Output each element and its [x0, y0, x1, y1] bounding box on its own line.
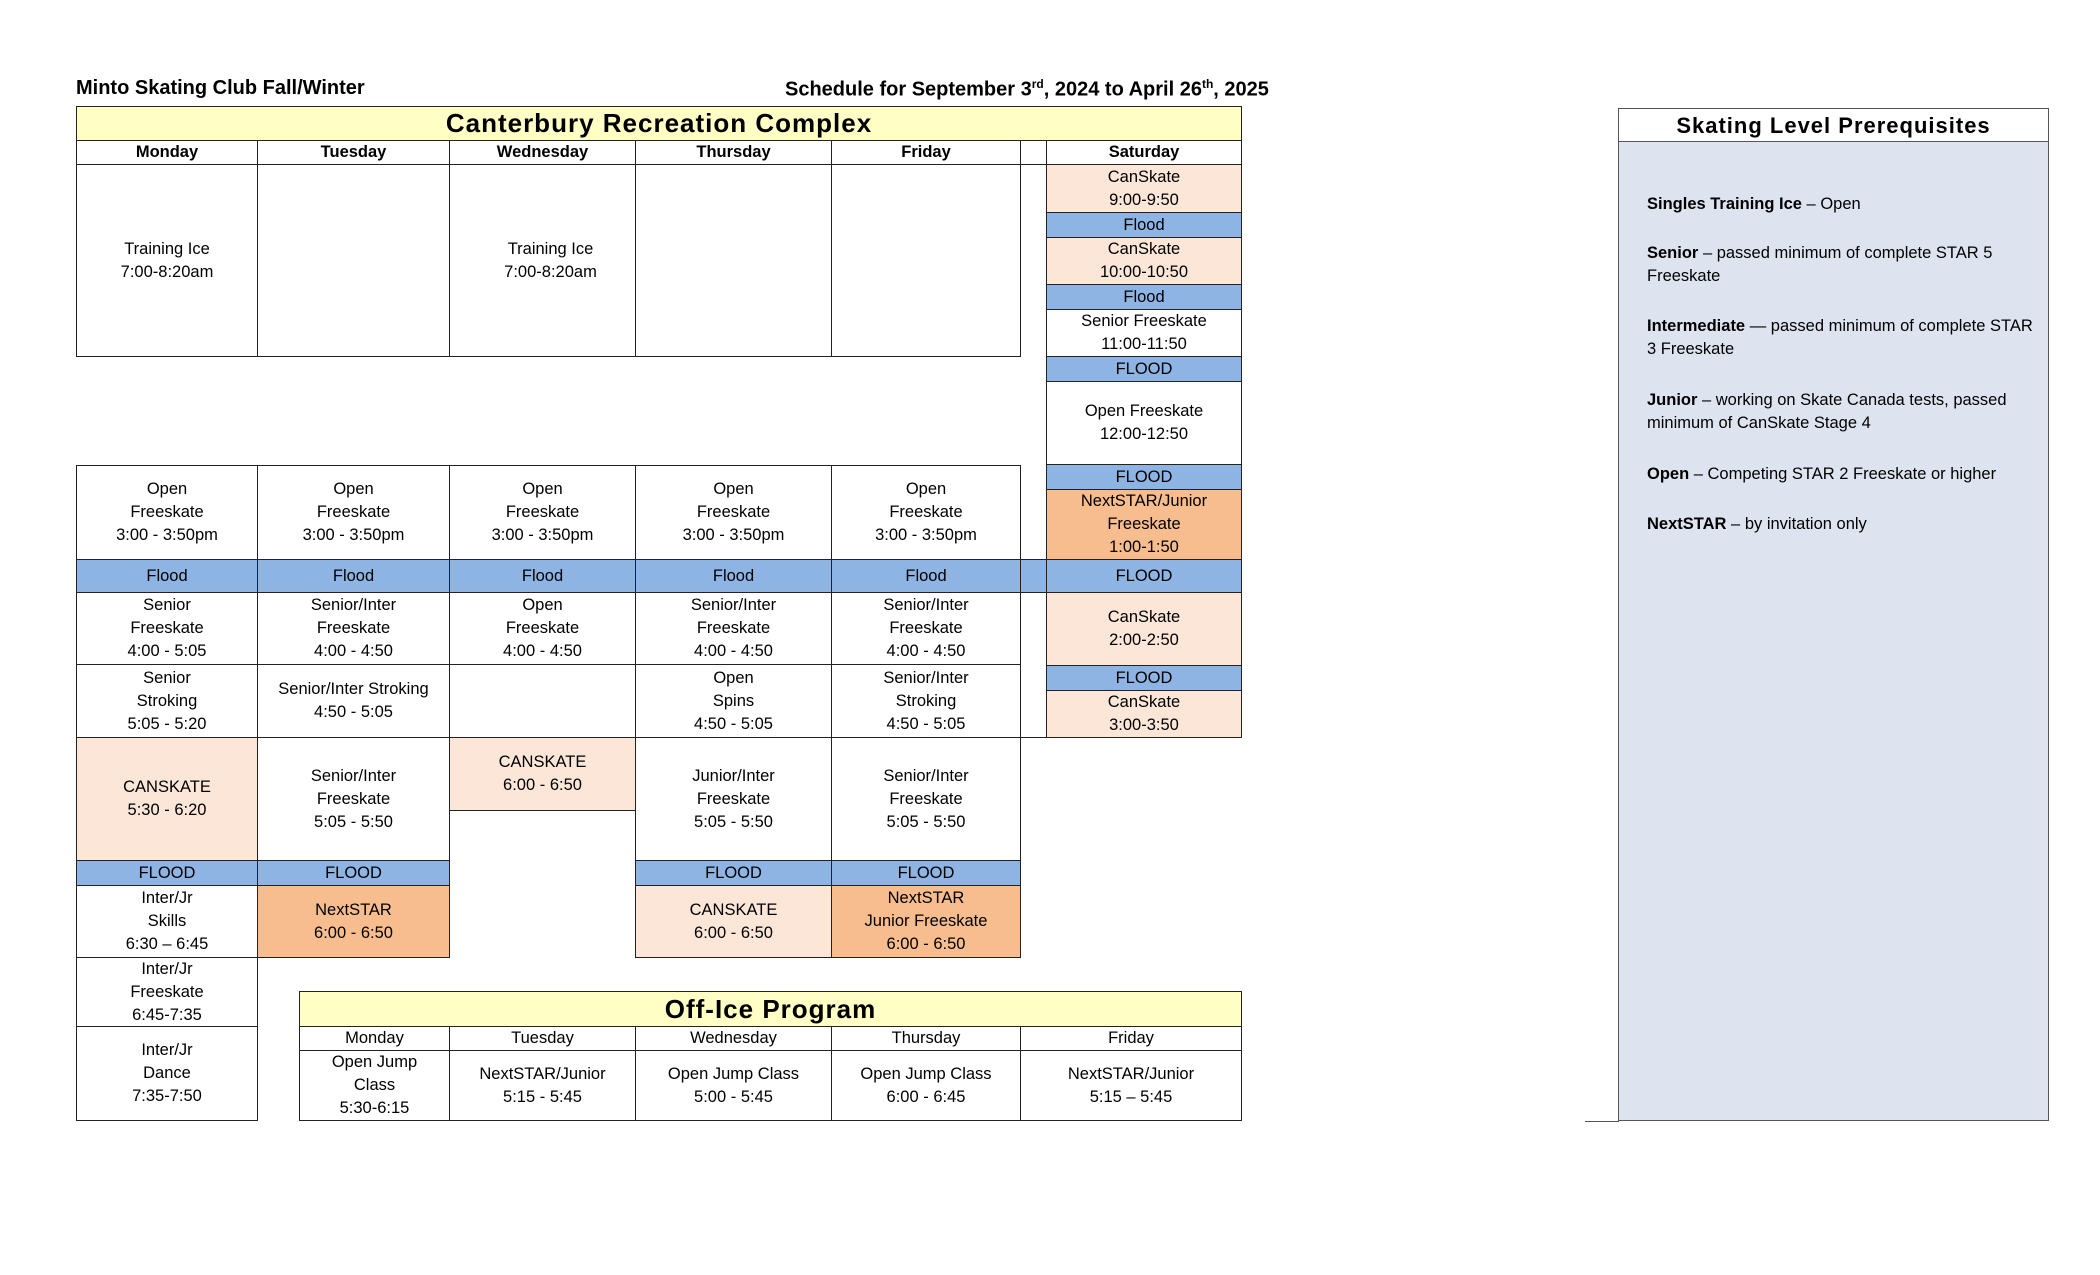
fri-nextstar-junior: NextSTAR Junior Freeskate 6:00 - 6:50 [831, 885, 1021, 958]
prereq-senior: Senior – passed minimum of complete STAR 5 Freeskate [1647, 244, 1993, 285]
sat-flood-4: FLOOD [1046, 464, 1242, 490]
sat-senior-freeskate: Senior Freeskate 11:00-11:50 [1046, 309, 1242, 357]
off-ice-wednesday: Open Jump Class 5:00 - 5:45 [635, 1050, 832, 1121]
sat-flood-6: FLOOD [1046, 665, 1242, 691]
thu-open-freeskate: Open Freeskate 3:00 - 3:50pm [635, 465, 832, 560]
mon-canskate: CANSKATE 5:30 - 6:20 [76, 737, 258, 861]
prerequisites-panel [1618, 108, 2049, 1121]
off-ice-day-monday: Monday [299, 1026, 450, 1051]
off-ice-tuesday: NextSTAR/Junior 5:15 - 5:45 [449, 1050, 636, 1121]
fri-senior-inter-stroking: Senior/Inter Stroking 4:50 - 5:05 [831, 664, 1021, 738]
mon-open-freeskate: Open Freeskate 3:00 - 3:50pm [76, 465, 258, 560]
fri-flood: Flood [831, 559, 1021, 593]
mon-evening-flood: FLOOD [76, 860, 258, 886]
day-header-saturday: Saturday [1046, 140, 1242, 165]
wed-open-freeskate-2: Open Freeskate 4:00 - 4:50 [449, 592, 636, 665]
prereq-open: Open – Competing STAR 2 Freeskate or higher [1647, 465, 1997, 483]
tue-morning-empty [257, 164, 450, 357]
wed-empty-450 [449, 664, 636, 738]
mon-flood: Flood [76, 559, 258, 593]
wed-open-freeskate: Open Freeskate 3:00 - 3:50pm [449, 465, 636, 560]
thu-canskate: CANSKATE 6:00 - 6:50 [635, 885, 832, 958]
flood-spacer [1020, 559, 1047, 593]
prereq-junior: Junior – working on Skate Canada tests, passed minimum of CanSkate Stage 4 [1647, 391, 2007, 432]
day-header-monday: Monday [76, 140, 258, 165]
tue-open-freeskate: Open Freeskate 3:00 - 3:50pm [257, 465, 450, 560]
complex-title: Canterbury Recreation Complex [76, 106, 1242, 141]
wed-training-ice: Training Ice 7:00-8:20am [449, 164, 636, 357]
mon-inter-jr-dance: Inter/Jr Dance 7:35-7:50 [76, 1026, 258, 1121]
start-sup: rd [1031, 77, 1044, 91]
thu-senior-inter-freeskate: Senior/Inter Freeskate 4:00 - 4:50 [635, 592, 832, 665]
off-ice-thursday: Open Jump Class 6:00 - 6:45 [831, 1050, 1021, 1121]
sat-open-freeskate: Open Freeskate 12:00-12:50 [1046, 381, 1242, 465]
mon-senior-stroking: Senior Stroking 5:05 - 5:20 [76, 664, 258, 738]
mon-inter-jr-skills: Inter/Jr Skills 6:30 – 6:45 [76, 885, 258, 958]
thu-evening-flood: FLOOD [635, 860, 832, 886]
off-ice-title: Off-Ice Program [299, 991, 1242, 1027]
schedule-year: , 2025 [1213, 78, 1269, 101]
off-ice-day-wednesday: Wednesday [635, 1026, 832, 1051]
mon-senior-freeskate: Senior Freeskate 4:00 - 5:05 [76, 592, 258, 665]
fri-senior-inter-freeskate-2: Senior/Inter Freeskate 5:05 - 5:50 [831, 737, 1021, 861]
sat-nextstar-junior: NextSTAR/Junior Freeskate 1:00-1:50 [1046, 489, 1242, 560]
tue-senior-inter-freeskate-2: Senior/Inter Freeskate 5:05 - 5:50 [257, 737, 450, 861]
schedule-mid: , 2024 to April 26 [1043, 78, 1202, 101]
sat-flood-2: Flood [1046, 284, 1242, 310]
day-header-wednesday: Wednesday [449, 140, 636, 165]
off-ice-day-friday: Friday [1020, 1026, 1242, 1051]
tue-senior-inter-freeskate: Senior/Inter Freeskate 4:00 - 4:50 [257, 592, 450, 665]
end-sup: th [1201, 77, 1214, 91]
wed-canskate: CANSKATE 6:00 - 6:50 [449, 737, 636, 811]
club-title: Minto Skating Club Fall/Winter [76, 77, 365, 99]
fri-evening-flood: FLOOD [831, 860, 1021, 886]
wed-flood: Flood [449, 559, 636, 593]
mon-training-ice: Training Ice 7:00-8:20am [76, 164, 258, 357]
tue-flood: Flood [257, 559, 450, 593]
prereq-intermediate: Intermediate — passed minimum of complete STAR 3 Freeskate [1647, 317, 2033, 358]
thu-flood: Flood [635, 559, 832, 593]
sat-flood-3: FLOOD [1046, 356, 1242, 382]
mon-inter-jr-freeskate: Inter/Jr Freeskate 6:45-7:35 [76, 957, 258, 1027]
off-ice-monday: Open Jump Class 5:30-6:15 [299, 1050, 450, 1121]
prereq-singles-training: Singles Training Ice – Open [1647, 195, 1861, 213]
fri-morning-empty [831, 164, 1021, 357]
thu-junior-inter-freeskate: Junior/Inter Freeskate 5:05 - 5:50 [635, 737, 832, 861]
fri-senior-inter-freeskate: Senior/Inter Freeskate 4:00 - 4:50 [831, 592, 1021, 665]
sat-canskate-4: CanSkate 3:00-3:50 [1046, 690, 1242, 738]
thu-open-spins: Open Spins 4:50 - 5:05 [635, 664, 832, 738]
fri-open-freeskate: Open Freeskate 3:00 - 3:50pm [831, 465, 1021, 560]
spacer-1 [1020, 592, 1047, 738]
day-header-thursday: Thursday [635, 140, 832, 165]
prereq-nextstar: NextSTAR – by invitation only [1647, 515, 1867, 533]
thu-morning-empty [635, 164, 832, 357]
day-header-friday: Friday [831, 140, 1021, 165]
panel-baseline [1585, 1121, 1619, 1122]
schedule-prefix: Schedule for September 3 [785, 78, 1032, 101]
off-ice-day-tuesday: Tuesday [449, 1026, 636, 1051]
schedule-dates [785, 77, 1269, 102]
sat-flood-1: Flood [1046, 212, 1242, 238]
sat-canskate-2: CanSkate 10:00-10:50 [1046, 237, 1242, 285]
sat-canskate-3: CanSkate 2:00-2:50 [1046, 592, 1242, 666]
off-ice-day-thursday: Thursday [831, 1026, 1021, 1051]
day-header-tuesday: Tuesday [257, 140, 450, 165]
sat-flood-5: FLOOD [1046, 559, 1242, 593]
tue-senior-inter-stroking: Senior/Inter Stroking 4:50 - 5:05 [257, 664, 450, 738]
spacer-header [1020, 140, 1047, 165]
prerequisites-title: Skating Level Prerequisites [1619, 109, 2048, 142]
off-ice-friday: NextSTAR/Junior 5:15 – 5:45 [1020, 1050, 1242, 1121]
sat-canskate-1: CanSkate 9:00-9:50 [1046, 164, 1242, 213]
tue-nextstar: NextSTAR 6:00 - 6:50 [257, 885, 450, 958]
tue-evening-flood: FLOOD [257, 860, 450, 886]
